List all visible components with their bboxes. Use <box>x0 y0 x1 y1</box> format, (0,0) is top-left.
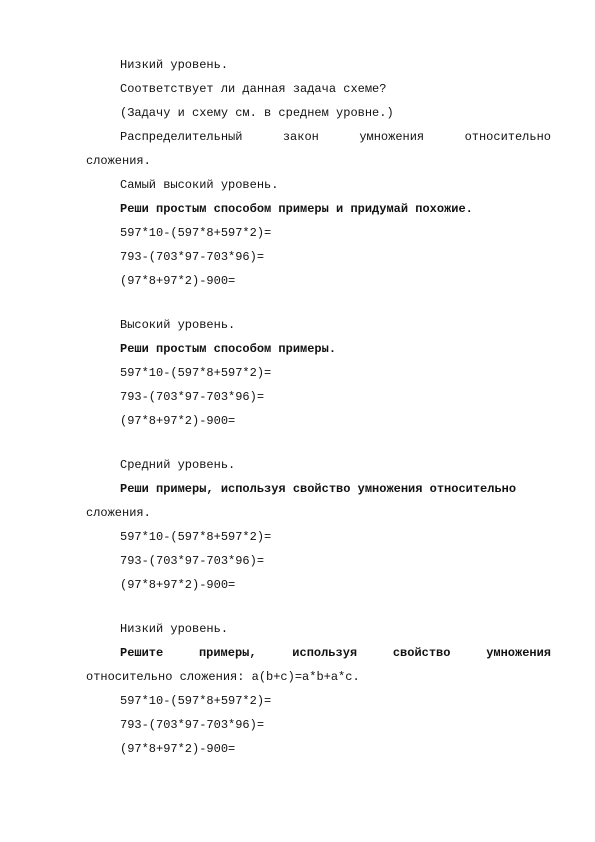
example-expression: (97*8+97*2)-900= <box>120 414 236 428</box>
task-text-line <box>120 646 551 660</box>
level-heading: Низкий уровень. <box>120 58 229 72</box>
law-text-line <box>120 130 551 144</box>
example-expression: (97*8+97*2)-900= <box>120 578 236 592</box>
example-expression: 597*10-(597*8+597*2)= <box>120 694 272 708</box>
example-expression: (97*8+97*2)-900= <box>120 274 236 288</box>
example-expression: 793-(703*97-703*96)= <box>120 718 265 732</box>
example-expression: (97*8+97*2)-900= <box>120 742 236 756</box>
level-heading: Самый высокий уровень. <box>120 178 279 192</box>
note-text: (Задачу и схему см. в среднем уровне.) <box>120 106 394 120</box>
task-continuation: сложения. <box>86 506 151 520</box>
task-word: умножения <box>486 646 551 660</box>
task-text: Реши примеры, используя свойство умножения относительно <box>120 482 517 496</box>
question-text: Соответствует ли данная задача схеме? <box>120 82 387 96</box>
task-text: Реши простым способом примеры. <box>120 342 337 356</box>
law-text-continuation: сложения. <box>86 154 151 168</box>
example-expression: 597*10-(597*8+597*2)= <box>120 530 272 544</box>
example-expression: 793-(703*97-703*96)= <box>120 554 265 568</box>
task-text: Реши простым способом примеры и придумай похожие. <box>120 202 473 216</box>
level-heading: Высокий уровень. <box>120 318 236 332</box>
task-continuation: относительно сложения: a(b+c)=a*b+a*c. <box>86 670 360 684</box>
example-expression: 793-(703*97-703*96)= <box>120 250 265 264</box>
level-heading: Средний уровень. <box>120 458 236 472</box>
example-expression: 793-(703*97-703*96)= <box>120 390 265 404</box>
task-word: Решите <box>120 646 164 660</box>
task-word: используя <box>292 646 358 660</box>
law-word: Распределительный <box>120 130 243 144</box>
example-expression: 597*10-(597*8+597*2)= <box>120 366 272 380</box>
law-word: относительно <box>464 130 551 144</box>
law-word: закон <box>282 130 319 144</box>
level-heading: Низкий уровень. <box>120 622 229 636</box>
task-word: свойство <box>392 646 451 660</box>
law-word: умножения <box>359 130 425 144</box>
example-expression: 597*10-(597*8+597*2)= <box>120 226 272 240</box>
task-word: примеры, <box>198 646 257 660</box>
